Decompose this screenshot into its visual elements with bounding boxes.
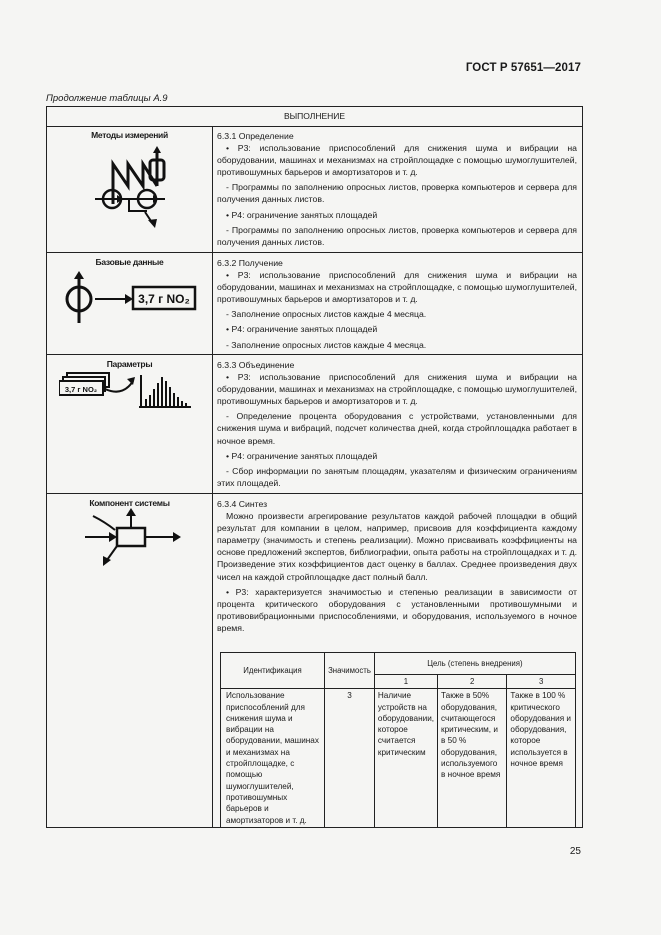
table-row: [221, 689, 576, 828]
continuation-caption: Продолжение таблицы А.9: [46, 93, 168, 104]
row-label: Методы измерений: [91, 130, 168, 140]
section-title: 6.3.2 Получение: [217, 258, 283, 268]
section-title: 6.3.4 Синтез: [217, 499, 268, 509]
table-cell: Также в 50% оборудования, считающегося критическим, и в 50 % оборудования, используемого в ночное время: [438, 689, 507, 828]
main-table: [46, 106, 583, 828]
icon-label: 3,7 г NO₂: [64, 385, 98, 394]
sub-header: 1: [374, 675, 437, 689]
col-header: Значимость: [325, 653, 375, 689]
base-data-icon: [63, 269, 198, 329]
table-header: ВЫПОЛНЕНИЕ: [47, 107, 582, 127]
icon-label: 3,7 г NO₂: [138, 292, 190, 306]
row-label: Параметры: [106, 359, 153, 369]
col-header: Идентификация: [221, 653, 325, 689]
paragraph: - Определение процента оборудования с устройствами, установленными для снижения шума и вибраций, подсчет количества дней, когда стройплощадка работает в ночное время.: [217, 411, 577, 446]
paragraph: • P4: ограничение занятых площадей: [226, 324, 378, 335]
paragraph: Можно произвести агрегирование результатов каждой рабочей площадки в общий результат для компании в целом, например, присвоив для коэффициента каждому параметру (значимость и степень реализации). Можно присваивать коэффициенты на основе предложений экспертов, библиографии, опыта работы на стройплощадках и т. д. Произведение этих коэффициентов даст оценку в баллах. Среднее произведения двух чисел на каждой стройплощадке даст полный балл.: [217, 511, 577, 582]
measurement-methods-icon: [95, 146, 175, 228]
table-cell: Использование приспособлений для снижения шума и вибрации на оборудовании, машинах и механизмах на стройплощадке, с помощью шумоглушителей, противошумных барьеров и амортизаторов и т. д.: [221, 689, 325, 828]
system-component-icon: [85, 508, 195, 570]
row-aggregation: [47, 355, 582, 494]
page-number: 25: [569, 846, 581, 857]
paragraph: • P3: использование приспособлений для снижения шума и вибрации на оборудовании, машинах и механизмах на стройплощадке с помощью шумоглушителей, противошумных барьеров и амортизаторов и т. д.: [217, 143, 577, 178]
col-header: Цель (степень внедрения): [374, 653, 575, 675]
section-title: 6.3.1 Определение: [217, 131, 294, 141]
paragraph: • P3: характеризуется значимостью и степенью реализации в зависимости от процента критического оборудования с установленными противошумными и противовибрационными приспособлениями, и оборудования, используемого в ночное время.: [217, 586, 577, 633]
row-acquisition: [47, 253, 582, 355]
section-title: 6.3.3 Объединение: [217, 360, 295, 370]
table-cell: 3: [325, 689, 375, 828]
paragraph: • P4: ограничение занятых площадей: [226, 450, 378, 461]
goal-table: [220, 652, 576, 828]
paragraph: - Сбор информации по занятым площадям, указателям и физическим ограничениям этих площадей.: [217, 465, 577, 488]
paragraph: - Заполнение опросных листов каждые 4 месяца.: [226, 339, 427, 350]
paragraph: - Программы по заполнению опросных листов, проверка компьютеров и сервера для получения данных листов.: [217, 224, 577, 247]
row-definition: [47, 126, 582, 253]
paragraph: • P3: использование приспособлений для снижения шума и вибрации на оборудовании, машинах и механизмах на стройплощадке, с помощью шумоглушителей, противошумных барьеров и амортизаторов и т. д.: [217, 270, 577, 305]
row-label: Базовые данные: [95, 257, 164, 267]
sub-header: 2: [438, 675, 507, 689]
sub-header: 3: [507, 675, 576, 689]
standard-header: ГОСТ Р 57651—2017: [465, 62, 581, 74]
row-label: Компонент системы: [89, 498, 170, 508]
paragraph: - Программы по заполнению опросных листов, проверка компьютеров и сервера для получения данных листов.: [217, 182, 577, 205]
paragraph: • P4: ограничение занятых площадей: [226, 209, 378, 220]
parameters-icon: [59, 371, 194, 413]
paragraph: • P3: использование приспособлений для снижения шума и вибрации на оборудовании, машинах и механизмах на стройплощадке, с помощью шумоглушителей, противошумных барьеров и амортизаторов и т. д.: [217, 372, 577, 407]
table-cell: Также в 100 % критического оборудования и оборудования, которое используется в ночное время: [507, 689, 576, 828]
paragraph: - Заполнение опросных листов каждые 4 месяца.: [226, 309, 427, 320]
table-cell: Наличие устройств на оборудовании, которое считается критическим: [374, 689, 437, 828]
